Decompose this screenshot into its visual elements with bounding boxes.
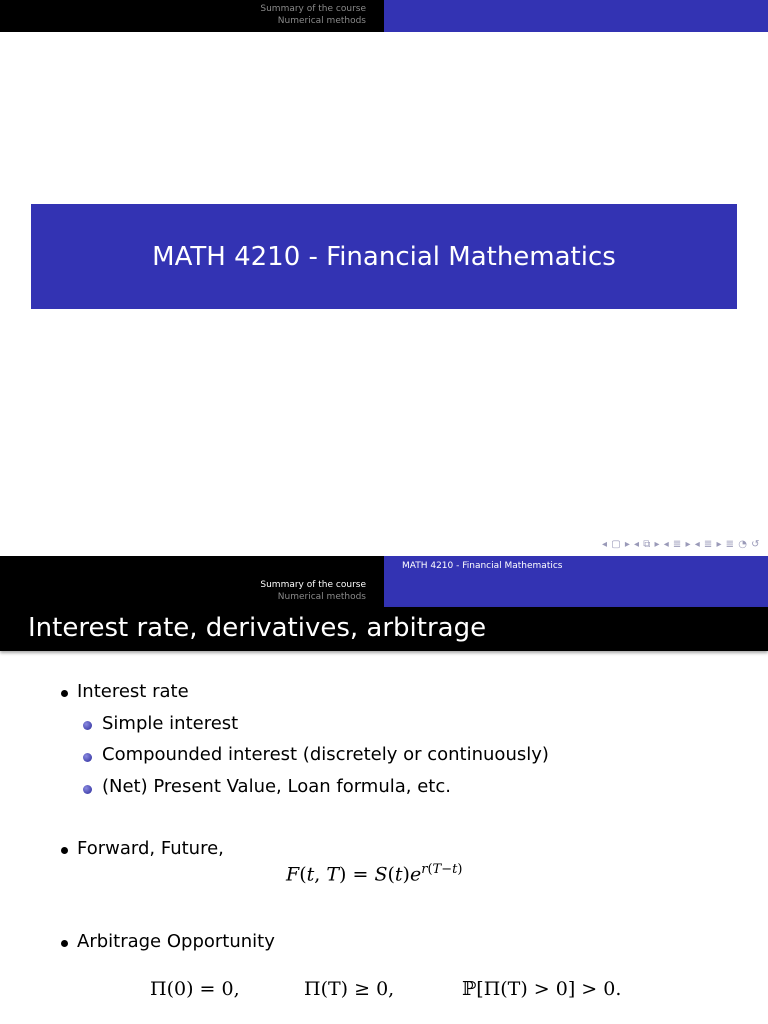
header-section-numerical[interactable]: Numerical methods bbox=[277, 592, 366, 602]
title-box bbox=[31, 204, 737, 309]
item-compounded-interest: Compounded interest (discretely or continuously) bbox=[102, 744, 549, 765]
sub-bullet-icon bbox=[83, 785, 92, 794]
arbitrage-condition-1: Π(0) = 0, bbox=[150, 978, 240, 1000]
item-interest-rate: Interest rate bbox=[77, 681, 189, 702]
header-section-summary[interactable]: Summary of the course bbox=[260, 4, 366, 14]
header-left-panel bbox=[0, 576, 384, 608]
item-forward-future: Forward, Future, bbox=[77, 838, 224, 859]
bullet-icon bbox=[61, 690, 68, 697]
item-present-value: (Net) Present Value, Loan formula, etc. bbox=[102, 776, 451, 797]
slide-2-header bbox=[0, 576, 768, 608]
bullet-icon bbox=[61, 847, 68, 854]
header-left-panel bbox=[0, 0, 384, 32]
footer-left-panel bbox=[0, 556, 384, 576]
item-simple-interest: Simple interest bbox=[102, 713, 239, 734]
footer-title: MATH 4210 - Financial Mathematics bbox=[384, 556, 768, 576]
arbitrage-condition-3: ℙ[Π(T) > 0] > 0. bbox=[462, 978, 622, 1000]
header-right-panel bbox=[384, 576, 768, 608]
slide-1-footer-bar bbox=[0, 556, 768, 576]
header-right-panel bbox=[384, 0, 768, 32]
sub-bullet-icon bbox=[83, 721, 92, 730]
frame-title: Interest rate, derivatives, arbitrage bbox=[28, 613, 487, 643]
sub-bullet-icon bbox=[83, 753, 92, 762]
beamer-navigation-icons[interactable]: ◂ ▢ ▸ ◂ ⧉ ▸ ◂ ≣ ▸ ◂ ≣ ▸ ≣ ◔ ↺ bbox=[602, 539, 760, 550]
bullet-icon bbox=[61, 940, 68, 947]
item-arbitrage: Arbitrage Opportunity bbox=[77, 931, 275, 952]
frame-title-bar bbox=[0, 607, 768, 651]
forward-price-formula: F(t, $T) = S(t)e^{r(T-t)}$ bbox=[286, 862, 463, 886]
header-section-summary[interactable]: Summary of the course bbox=[260, 580, 366, 590]
slide-1-header bbox=[0, 0, 768, 32]
arbitrage-condition-2: Π(T) ≥ 0, bbox=[304, 978, 395, 1000]
slide-2 bbox=[0, 556, 768, 1024]
header-section-numerical[interactable]: Numerical methods bbox=[277, 16, 366, 26]
presentation-title: MATH 4210 - Financial Mathematics bbox=[152, 241, 616, 272]
